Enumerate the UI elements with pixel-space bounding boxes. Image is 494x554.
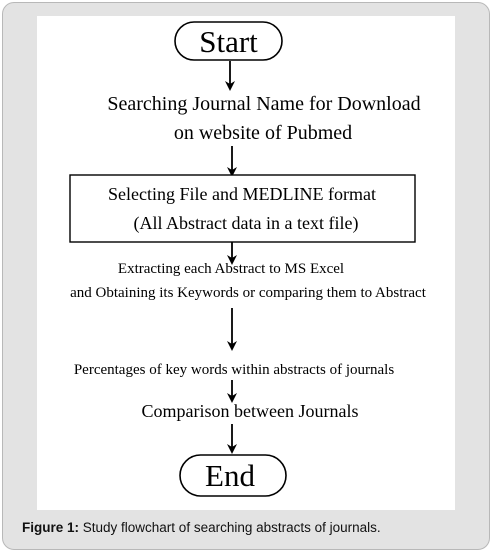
step3-line2: and Obtaining its Keywords or comparing them to Abstract [70, 285, 426, 301]
caption-text: Study flowchart of searching abstracts of journals. [79, 520, 381, 535]
step1-line2: on website of Pubmed [173, 122, 353, 144]
step4-text: Percentages of key words within abstracts of journals [73, 362, 395, 378]
start-label: Start [199, 24, 258, 59]
step3-line1: Extracting each Abstract to MS Excel [117, 261, 345, 277]
figure-caption [22, 520, 482, 535]
caption-label: Figure 1: [22, 520, 80, 535]
step2-line2: (All Abstract data in a text file) [133, 213, 359, 233]
step5-text: Comparison between Journals [141, 401, 359, 421]
flowchart-panel [37, 16, 455, 510]
step2-line1: Selecting File and MEDLINE format [108, 184, 376, 204]
end-label: End [205, 458, 255, 493]
step1-line1: Searching Journal Name for Download [107, 93, 421, 115]
